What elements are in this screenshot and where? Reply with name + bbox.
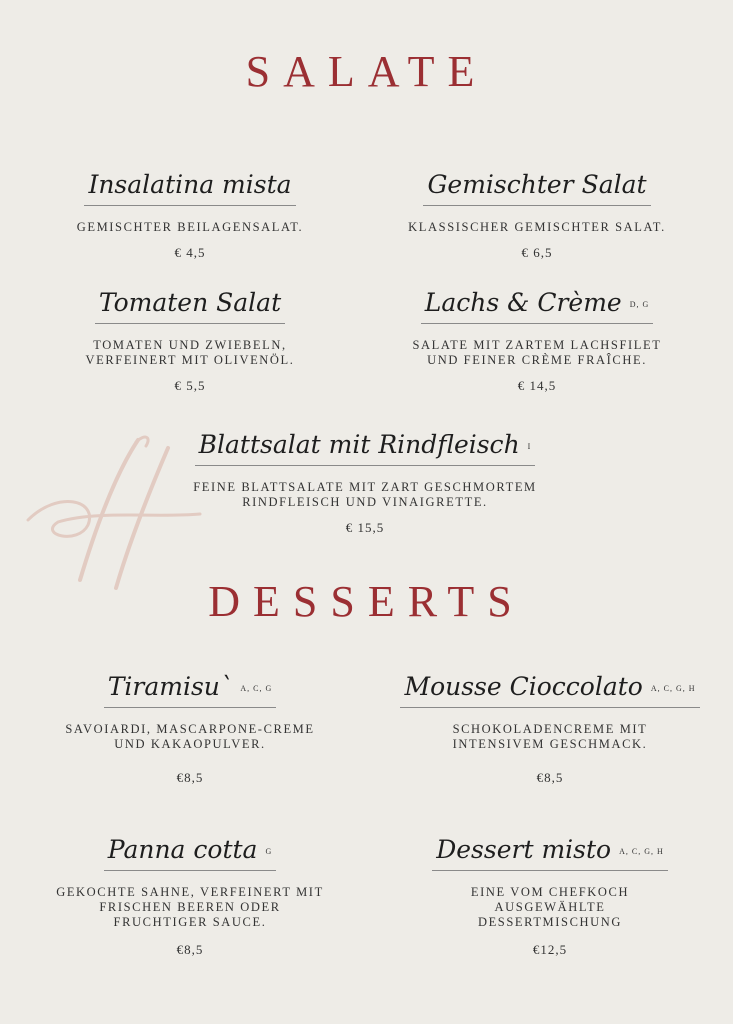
item-price: € 5,5 (174, 378, 206, 393)
menu-item-blattsalat-mit-rindfleisch (170, 430, 560, 536)
item-description (400, 885, 700, 930)
menu-item-gemischter-salat (392, 170, 682, 261)
item-name (423, 170, 650, 206)
item-description (60, 220, 320, 235)
item-description (392, 220, 682, 235)
item-description-line: AUSGEWÄHLTE (494, 900, 606, 914)
item-description (40, 722, 340, 752)
item-description-line: SCHOKOLADENCREME MIT (452, 722, 648, 736)
allergen-codes: G (265, 847, 273, 856)
allergen-codes: A, C, G, H (650, 684, 696, 693)
item-price: € 6,5 (521, 245, 553, 260)
allergen-codes: I (527, 442, 532, 451)
item-name-text: Dessert misto (436, 835, 612, 864)
menu-item-mousse-cioccolato (400, 672, 700, 786)
item-name (195, 430, 536, 466)
item-name-text: Mousse Cioccolato (404, 672, 643, 701)
item-description-line: TOMATEN UND ZWIEBELN, (93, 338, 287, 352)
menu-item-dessert-misto (400, 835, 700, 958)
item-name-text: Lachs & Crème (424, 288, 622, 317)
item-price: €12,5 (532, 942, 568, 957)
item-description-line: GEMISCHTER BEILAGENSALAT. (76, 220, 304, 234)
item-name (104, 835, 277, 871)
item-description-line: FRISCHEN BEEREN ODER (99, 900, 281, 914)
item-description-line: UND FEINER CRÈME FRAÎCHE. (427, 353, 647, 367)
item-name (104, 672, 277, 708)
item-description-line: GEKOCHTE SAHNE, VERFEINERT MIT (56, 885, 324, 899)
item-price: €8,5 (176, 770, 204, 785)
menu-item-panna-cotta (40, 835, 340, 958)
item-price: € 14,5 (517, 378, 557, 393)
item-description-line: DESSERTMISCHUNG (477, 915, 623, 929)
item-description-line: VERFEINERT MIT OLIVENÖL. (85, 353, 295, 367)
item-description-line: UND KAKAOPULVER. (114, 737, 266, 751)
item-name-text: Insalatina mista (88, 170, 292, 199)
salate-heading: SALATE (245, 47, 488, 96)
item-name (400, 672, 699, 708)
item-price: € 4,5 (174, 245, 206, 260)
item-name (95, 288, 285, 324)
item-description-line: EINE VOM CHEFKOCH (470, 885, 630, 899)
allergen-codes: A, C, G (240, 684, 273, 693)
item-price: € 15,5 (345, 520, 385, 535)
menu-item-tomaten-salat (60, 288, 320, 394)
item-description (40, 885, 340, 930)
allergen-codes: A, C, G, H (619, 847, 664, 856)
item-description-line: KLASSISCHER GEMISCHTER SALAT. (408, 220, 666, 234)
item-description (170, 480, 560, 510)
item-name-text: Blattsalat mit Rindfleisch (198, 430, 520, 459)
menu-item-insalatina-mista (60, 170, 320, 261)
item-name (432, 835, 668, 871)
item-name-text: Gemischter Salat (427, 170, 647, 199)
item-description (60, 338, 320, 368)
item-name-text: Panna cotta (107, 835, 258, 864)
item-description-line: RINDFLEISCH UND VINAIGRETTE. (242, 495, 488, 509)
menu-item-lachs-creme (392, 288, 682, 394)
item-price: €8,5 (176, 942, 204, 957)
item-description-line: INTENSIVEM GESCHMACK. (452, 737, 648, 751)
desserts-heading: DESSERTS (208, 577, 525, 626)
item-description-line: SAVOIARDI, MASCARPONE-CREME (65, 722, 315, 736)
item-description-line: FEINE BLATTSALATE MIT ZART GESCHMORTEM (193, 480, 537, 494)
item-description-line: SALATE MIT ZARTEM LACHSFILET (412, 338, 662, 352)
item-price: €8,5 (536, 770, 564, 785)
item-description (400, 722, 700, 752)
item-name (84, 170, 295, 206)
menu-item-tiramisu (40, 672, 340, 786)
item-description (392, 338, 682, 368)
item-name-text: Tiramisu` (107, 672, 233, 701)
item-name-text: Tomaten Salat (98, 288, 282, 317)
allergen-codes: D, G (629, 300, 650, 309)
item-name (421, 288, 654, 324)
item-description-line: FRUCHTIGER SAUCE. (113, 915, 267, 929)
